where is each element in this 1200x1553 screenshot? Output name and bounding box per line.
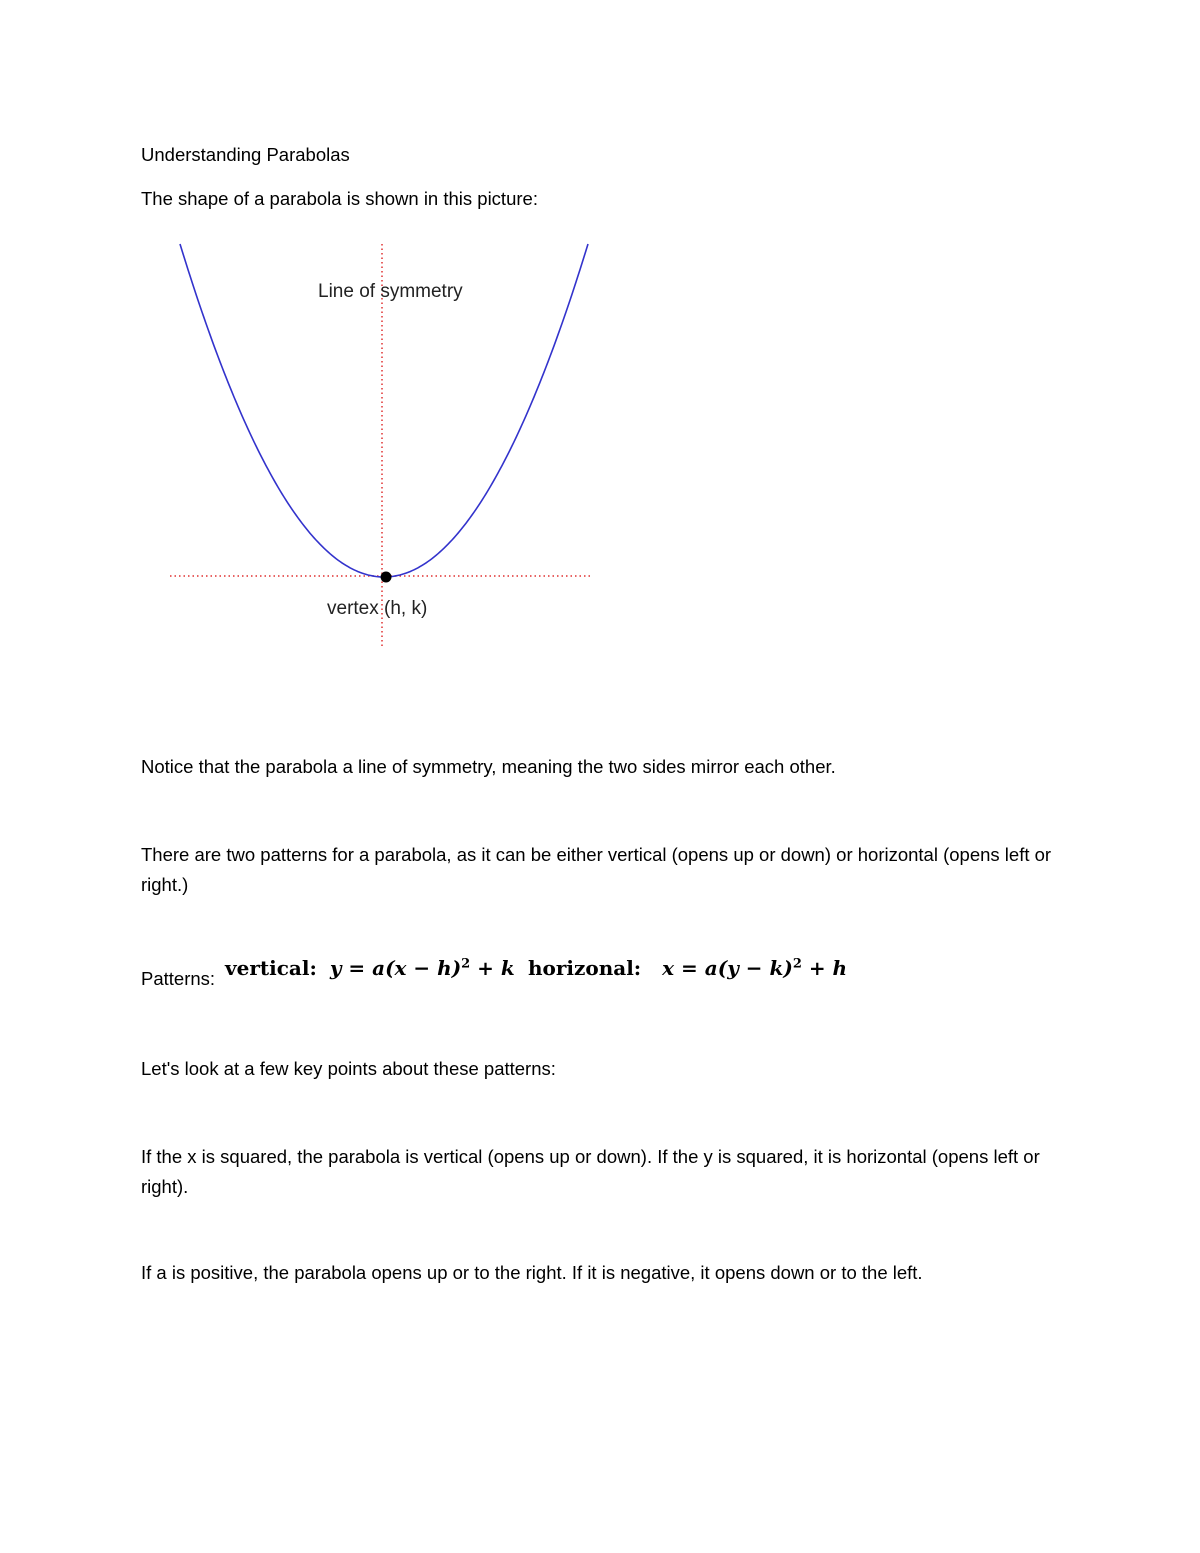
squared-paragraph: If the x is squared, the parabola is vertical (opens up or down). If the y is squared, it is horizontal (opens left or right). xyxy=(141,1146,1040,1197)
patterns-label: Patterns: xyxy=(141,968,216,989)
vertical-formula xyxy=(225,956,515,980)
intro-paragraph: The shape of a parabola is shown in this picture: xyxy=(141,188,538,209)
vertical-formula-exponent: 2 xyxy=(461,956,471,972)
parabola-figure xyxy=(160,236,600,648)
lets-look-paragraph: Let's look at a few key points about these patterns: xyxy=(141,1058,556,1079)
sign-paragraph: If a is positive, the parabola opens up or to the right. If it is negative, it opens down or to the left. xyxy=(141,1262,923,1283)
vertical-formula-tail: + k xyxy=(470,956,515,980)
vertex-label: vertex (h, k) xyxy=(327,598,428,619)
notice-paragraph: Notice that the parabola a line of symmetry, meaning the two sides mirror each other. xyxy=(141,756,836,777)
vertical-formula-label: vertical: xyxy=(225,956,317,980)
vertex-point xyxy=(381,572,392,583)
horizontal-formula-equation: x = a(y − k) xyxy=(662,956,793,980)
vertical-formula-equation: y = a(x − h) xyxy=(329,956,462,980)
patterns-paragraph: There are two patterns for a parabola, as it can be either vertical (opens up or down) or horizontal (opens left or right.) xyxy=(141,844,1052,895)
horizontal-formula xyxy=(528,956,847,980)
horizontal-formula-label: horizonal: xyxy=(528,956,642,980)
horizontal-formula-exponent: 2 xyxy=(792,956,802,972)
line-of-symmetry-label: Line of symmetry xyxy=(318,281,463,302)
horizontal-formula-tail: + h xyxy=(801,956,848,980)
document-title: Understanding Parabolas xyxy=(141,144,350,165)
